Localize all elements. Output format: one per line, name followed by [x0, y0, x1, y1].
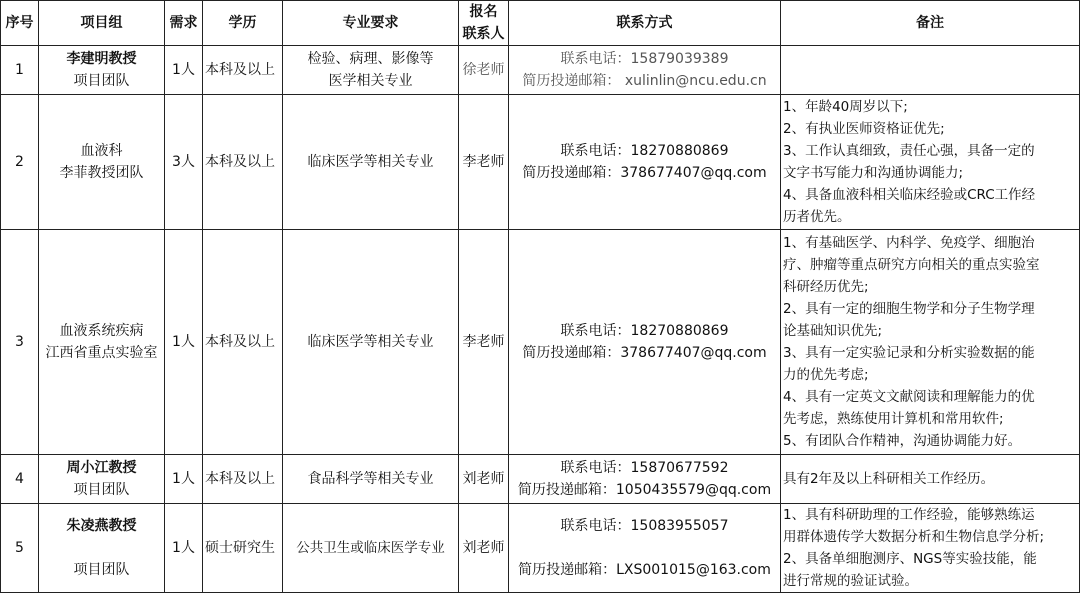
cell-contact-person: 刘老师 [459, 455, 509, 504]
cell-contact [509, 95, 781, 230]
table-row [1, 95, 1080, 230]
contact-email: 简历投递邮箱：378677407@qq.com [522, 345, 767, 361]
cell-contact-person: 李老师 [459, 95, 509, 230]
header-remark: 备注 [781, 1, 1080, 46]
contact-phone: 联系电话：15870677592 [560, 460, 729, 476]
contact-email: 简历投递邮箱：1050435579@qq.com [517, 482, 772, 498]
cell-group [39, 230, 165, 455]
table-row [1, 455, 1080, 504]
remark-line: 用群体遗传学大数据分析和生物信息学分析; [783, 529, 1045, 545]
cell-education: 硕士研究生 [203, 504, 283, 593]
cell-group [39, 46, 165, 95]
cell-seq: 3 [1, 230, 39, 455]
major-line1: 检验、病理、影像等 [307, 51, 434, 67]
header-contact-person [459, 1, 509, 46]
header-contact: 联系方式 [509, 1, 781, 46]
cell-seq: 1 [1, 46, 39, 95]
table-row [1, 46, 1080, 95]
header-major: 专业要求 [283, 1, 459, 46]
cell-major: 临床医学等相关专业 [283, 95, 459, 230]
cell-need: 1人 [165, 504, 203, 593]
cell-seq: 5 [1, 504, 39, 593]
header-group: 项目组 [39, 1, 165, 46]
major-line2: 医学相关专业 [328, 73, 413, 89]
remark-line: 5、有团队合作精神，沟通协调能力好。 [783, 433, 1022, 449]
remark-line: 3、具有一定实验记录和分析实验数据的能 [783, 345, 1035, 361]
cell-remark [781, 504, 1080, 593]
cell-education: 本科及以上 [203, 455, 283, 504]
group-team: 项目团队 [73, 73, 130, 89]
contact-email: 简历投递邮箱：LXS001015@163.com [518, 562, 771, 578]
remark-line: 2、具有一定的细胞生物学和分子生物学理 [783, 301, 1035, 317]
remark-line: 4、具备血液科相关临床经验或CRC工作经 [783, 187, 1036, 203]
remark-line: 1、具有科研助理的工作经验，能够熟练运 [783, 507, 1035, 523]
cell-education: 本科及以上 [203, 95, 283, 230]
contact-phone: 联系电话：15083955057 [560, 518, 729, 534]
cell-seq: 2 [1, 95, 39, 230]
group-name: 血液科 [80, 143, 123, 159]
remark-line: 具有2年及以上科研相关工作经历。 [783, 471, 995, 487]
cell-contact-person: 李老师 [459, 230, 509, 455]
cell-need: 1人 [165, 455, 203, 504]
cell-contact-person: 刘老师 [459, 504, 509, 593]
remark-line: 1、年龄40周岁以下; [783, 99, 908, 115]
contact-phone: 联系电话：18270880869 [560, 323, 729, 339]
remark-line: 2、有执业医师资格证优先; [783, 121, 945, 137]
group-name: 朱凌燕教授 [66, 518, 137, 534]
cell-need: 1人 [165, 230, 203, 455]
group-team: 项目团队 [73, 482, 130, 498]
group-name: 周小江教授 [66, 460, 137, 476]
group-name: 李建明教授 [66, 51, 137, 67]
contact-email: 简历投递邮箱： xulinlin@ncu.edu.cn [522, 73, 767, 89]
cell-education: 本科及以上 [203, 230, 283, 455]
group-name: 血液系统疾病 [59, 323, 144, 339]
remark-line: 1、有基础医学、内科学、免疫学、细胞治 [783, 235, 1035, 251]
cell-major [283, 46, 459, 95]
remark-line: 疗、肿瘤等重点研究方向相关的重点实验室 [783, 257, 1040, 273]
group-team: 项目团队 [73, 562, 130, 578]
cell-remark [781, 230, 1080, 455]
header-contact-person-line1: 报名 [469, 4, 498, 20]
cell-major: 食品科学等相关专业 [283, 455, 459, 504]
cell-contact [509, 504, 781, 593]
cell-need: 3人 [165, 95, 203, 230]
cell-group [39, 95, 165, 230]
contact-phone: 联系电话：15879039389 [560, 51, 729, 67]
cell-major: 临床医学等相关专业 [283, 230, 459, 455]
cell-seq: 4 [1, 455, 39, 504]
group-team: 李菲教授团队 [59, 165, 144, 181]
remark-line: 科研经历优先; [783, 279, 869, 295]
remark-line: 2、具备单细胞测序、NGS等实验技能，能 [783, 551, 1037, 567]
remark-line: 论基础知识优先; [783, 323, 883, 339]
remark-line: 文字书写能力和沟通协调能力; [783, 165, 964, 181]
remark-line: 先考虑，熟练使用计算机和常用软件; [783, 411, 1004, 427]
cell-contact [509, 46, 781, 95]
cell-remark [781, 455, 1080, 504]
remark-line: 3、工作认真细致，责任心强，具备一定的 [783, 143, 1035, 159]
remark-line: 进行常规的验证试验。 [783, 573, 918, 589]
header-need: 需求 [165, 1, 203, 46]
cell-need: 1人 [165, 46, 203, 95]
header-seq: 序号 [1, 1, 39, 46]
remark-line: 力的优先考虑; [783, 367, 869, 383]
cell-contact-person: 徐老师 [459, 46, 509, 95]
cell-remark [781, 95, 1080, 230]
remark-line: 4、具有一定英文文献阅读和理解能力的优 [783, 389, 1035, 405]
group-team: 江西省重点实验室 [45, 345, 158, 361]
remark-line: 历者优先。 [783, 209, 851, 225]
header-contact-person-line2: 联系人 [462, 26, 505, 42]
table-row [1, 504, 1080, 593]
header-education: 学历 [203, 1, 283, 46]
cell-group [39, 504, 165, 593]
table-row [1, 230, 1080, 455]
header-row [1, 1, 1080, 46]
cell-major: 公共卫生或临床医学专业 [283, 504, 459, 593]
contact-email: 简历投递邮箱：378677407@qq.com [522, 165, 767, 181]
cell-contact [509, 230, 781, 455]
contact-phone: 联系电话：18270880869 [560, 143, 729, 159]
cell-education: 本科及以上 [203, 46, 283, 95]
cell-remark [781, 46, 1080, 95]
cell-contact [509, 455, 781, 504]
cell-group [39, 455, 165, 504]
